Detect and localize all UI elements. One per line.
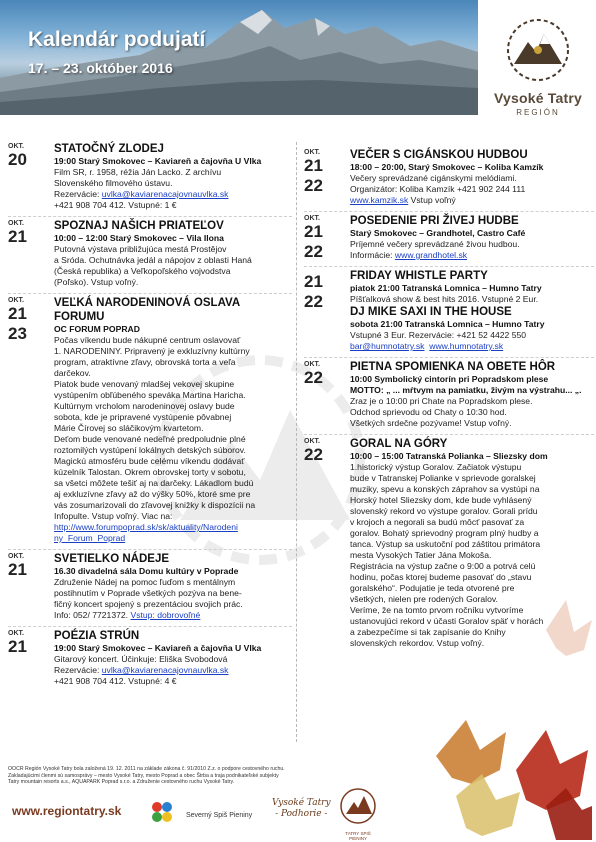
month-label: OKT. — [8, 220, 24, 227]
forum-link[interactable] — [54, 522, 292, 533]
event-date — [8, 630, 48, 657]
grandhotel-link[interactable]: www.grandhotel.sk — [394, 250, 468, 260]
event-line: Slovenského filmového ústavu. — [54, 178, 173, 188]
event-line: bude v Tatranskej Polianke v sprievode goralskej — [350, 473, 536, 483]
event-line: slovenských rekordov. Vstup voľný. — [350, 638, 485, 648]
event-web — [350, 195, 594, 206]
event-motto: MOTTO: „ ... mŕtvym na pamiatku, živým na výstrahu... „. — [350, 385, 582, 395]
header — [0, 0, 596, 132]
event-line: +421 908 704 412. Vstupné: 4 € — [54, 676, 177, 686]
day-number: 21 — [8, 637, 27, 656]
day-number: 22 — [304, 176, 323, 195]
event-line: roztomilých vystúpení lokálnych detských súborov. — [54, 445, 246, 455]
event-line: Infopulte. Vstup voľný. Viac na: — [54, 511, 173, 521]
event-contact — [54, 665, 292, 676]
humno-web-link[interactable]: www.humnotatry.sk — [429, 341, 504, 351]
event-date — [8, 297, 48, 344]
event-humno-party — [304, 266, 594, 352]
event-line: hodinu, počas ktorej budeme pasovať do „stavu — [350, 572, 532, 582]
month-label: OKT. — [8, 553, 24, 560]
event-line: všetkých, nielen pre rodených Goralov. — [350, 594, 498, 604]
event-line: fičný koncert spojený s prezentáciou svojich prác. — [54, 599, 243, 609]
forum-link-part[interactable]: ny_Forum_Poprad — [54, 533, 126, 543]
event-line: sa všetci môžete tešiť aj na darčeky. Lákadlom budú — [54, 478, 254, 488]
event-line: Počas víkendu bude nákupné centrum oslavovať — [54, 335, 241, 345]
humno-email-link[interactable]: bar@humnotatry.sk — [350, 341, 425, 351]
event-poezia-strun — [8, 626, 292, 687]
event-line: kúzelník Talostan. Okrem obrovskej torty v sobotu, — [54, 467, 246, 477]
event-title: SPOZNAJ NAŠICH PRIATEĽOV — [54, 220, 224, 232]
event-line: Odchod sprievodu od Chaty o 10:30 hod. — [350, 407, 507, 417]
event-contact — [54, 189, 292, 200]
day-number: 22 — [304, 445, 323, 464]
event-title: POÉZIA STRÚN — [54, 630, 140, 642]
event-line: Píšťalková show & best hits 2016. Vstupné 2 Eur. — [350, 294, 539, 304]
event-line: Gitarový koncert. Účinkuje: Eliška Svobodová — [54, 654, 228, 664]
partner-name: Vysoké Tatry — [272, 798, 331, 808]
day-number: 21 — [304, 272, 323, 291]
partner-severny-spis — [186, 812, 252, 819]
event-line: Putovná výstava približujúca mestá Prostějov — [54, 244, 227, 254]
event-line: (Česká republika) a Veľkopoľského vojvodstva — [54, 266, 231, 276]
forum-link[interactable] — [54, 533, 292, 544]
month-label: OKT. — [304, 361, 320, 368]
column-divider — [296, 142, 297, 742]
event-pietna-spomienka — [304, 357, 594, 429]
event-title-2: DJ MIKE SAXI IN THE HOUSE — [350, 306, 512, 318]
logo-name: Vysoké Tatry — [494, 90, 582, 106]
date-range: 17. – 23. október 2016 — [28, 60, 173, 76]
day-number: 20 — [8, 150, 27, 169]
event-time-place: 19:00 Starý Smokovec – Kaviareň a čajovňa U Vlka — [54, 156, 262, 166]
event-date — [304, 270, 344, 312]
event-line: +421 908 704 412. Vstupné: 1 € — [54, 200, 177, 210]
event-line: aj exkluzívne zľavy až do výšky 50%, ktoré sme pre — [54, 489, 251, 499]
event-line: Združenie Nádej na pomoc ľuďom s mentálnym — [54, 577, 236, 587]
contact-label: Rezervácie: — [54, 189, 102, 199]
event-line: mesta Vysokých Tatier Jána Mokoša. — [350, 550, 492, 560]
mountain-banner-image — [0, 0, 478, 115]
event-date — [304, 215, 344, 262]
event-oslava-forumu — [8, 293, 292, 544]
event-time-place: piatok 21:00 Tatranská Lomnica – Humno Tatry — [350, 283, 542, 293]
event-line: goralského“. Podujatie je teda otvorené pre — [350, 583, 515, 593]
event-time-place: 19:00 Starý Smokovec – Kaviareň a čajovňa U Vlka — [54, 643, 262, 653]
event-line: Deťom bude venované nedeľné predpoludnie plné — [54, 434, 246, 444]
event-line: tanca. Výstup sa uskutoční pod záštitou primátora — [350, 539, 541, 549]
event-line: Príjemné večery sprevádzané živou hudbou. — [350, 239, 520, 249]
day-number: 21 — [8, 304, 27, 323]
footer-note-line: OOCR Región Vysoké Tatry bola založená 19. 12. 2011 na základe zákona č. 91/2010 Z.z. o podpore cestovného ruchu. — [8, 766, 285, 772]
event-title: FRIDAY WHISTLE PARTY — [350, 270, 488, 282]
partner-name-sub: - Podhorie - — [275, 809, 328, 819]
page-title: Kalendár podujatí — [28, 28, 206, 51]
partner-emblem-icon — [338, 786, 378, 826]
logo-emblem-icon — [504, 12, 572, 88]
event-time-place: OC FORUM POPRAD — [54, 324, 140, 334]
event-line: goralov. Bohatý sprievodný program plný hudby a — [350, 528, 539, 538]
partner-name: Severný Spiš — [186, 812, 228, 819]
email-link[interactable]: uvlka@kaviarenacajovnauvlka.sk — [101, 189, 229, 199]
event-date — [8, 220, 48, 247]
event-line: 1. NARODENINY. Pripravený je exkluzívny kultúrny — [54, 346, 250, 356]
month-label: OKT. — [304, 215, 320, 222]
event-time-place: 10:00 – 15:00 Tatranská Polianka – Sliezsky dom — [350, 451, 548, 461]
day-number: 22 — [304, 242, 323, 261]
entry-note: Vstup voľný — [408, 195, 456, 205]
event-spoznaj-priatelov — [8, 216, 292, 288]
event-links — [350, 341, 594, 352]
event-date — [304, 438, 344, 465]
event-date — [8, 143, 48, 170]
event-web — [350, 250, 594, 261]
event-line: Večery sprevádzané cigánskymi melódiami. — [350, 173, 517, 183]
footer-note — [8, 766, 392, 786]
month-label: OKT. — [8, 297, 24, 304]
event-date — [8, 553, 48, 580]
event-title: POSEDENIE PRI ŽIVEJ HUDBE — [350, 215, 519, 227]
autumn-leaves-decoration — [396, 560, 592, 840]
event-title: VEČER S CIGÁNSKOU HUDBOU — [350, 149, 528, 161]
event-svetielko-nadeje — [8, 549, 292, 621]
event-time-place: 16.30 divadelná sála Domu kultúry v Poprade — [54, 566, 239, 576]
event-line: darčekov. — [54, 368, 91, 378]
contact-label: Rezervácie: — [54, 665, 102, 675]
event-line: Zraz je o 10:00 pri Chate na Popradskom plese. — [350, 396, 533, 406]
event-line: vystúpením obľúbeného speváka Martina Haricha. — [54, 390, 246, 400]
event-date — [304, 149, 344, 196]
event-line: Všetkých srdečne pozývame! Vstup voľný. — [350, 418, 512, 428]
event-line: slovenský rekord vo výstupe goralov. Gorali prídu — [350, 506, 538, 516]
event-line: postihnutím v Poprade všetkých pozýva na bene- — [54, 588, 242, 598]
event-title: VEĽKÁ NARODENINOVÁ OSLAVA FORUMU — [54, 297, 240, 323]
partner-vysoke-tatry-podhorie — [272, 798, 331, 820]
kamzik-link[interactable]: www.kamzik.sk — [350, 195, 409, 205]
event-line: Magickú atmosféru bude celému víkendu dodávať — [54, 456, 245, 466]
event-line: Márie Čírovej so sláčikovým kvartetom. — [54, 423, 204, 433]
forum-link-part[interactable]: http://www.forumpoprad.sk/sk/aktuality/Narodeni — [54, 522, 238, 532]
month-label: OKT. — [304, 149, 320, 156]
event-line: 1.historický výstup Goralov. Začiatok výstupu — [350, 462, 522, 472]
event-line: program, atraktívne zľavy, obrovská torta a veľa — [54, 357, 236, 367]
event-title: GORAL NA GÓRY — [350, 438, 448, 450]
event-title: PIETNA SPOMIENKA NA OBETE HÔR — [350, 361, 556, 373]
event-time-place: 10:00 – 12:00 Starý Smokovec – Vila Ilona — [54, 233, 224, 243]
month-label: OKT. — [8, 143, 24, 150]
day-number: 21 — [304, 222, 323, 241]
event-line: muziky, spevu a konských záprahov sa vystúpi na — [350, 484, 540, 494]
event-line: Piatok bude venovaný mladšej vekovej skupine — [54, 379, 235, 389]
logo-sub: REGIÓN — [516, 108, 560, 117]
event-line: Film SR, r. 1958, réžia Ján Lacko. Z archívu — [54, 167, 222, 177]
event-title: STATOČNÝ ZLODEJ — [54, 143, 164, 155]
day-number: 22 — [304, 368, 323, 387]
footer-note-line: Tatry mountain resorts a.s., AQUAPARK Poprad s.r.o. a Združenie cestovného ruchu Vysoké Tatry. — [8, 779, 235, 786]
event-line: a zabezpečíme si tak zapísanie do Knihy — [350, 627, 506, 637]
partner-name-sub: Pieniny — [229, 812, 253, 819]
event-line: v krojoch a negorali sa budú môcť pasovať za — [350, 517, 525, 527]
event-line: vás zosumarizovali do zľavovej knižky k dispozícii na — [54, 500, 256, 510]
partner-tatry-spis-pieniny — [338, 786, 378, 841]
event-time-place: Starý Smokovec – Grandhotel, Castro Café — [350, 228, 526, 238]
info-label: Informácie: — [350, 250, 395, 260]
event-posedenie — [304, 211, 594, 261]
day-number: 21 — [8, 560, 27, 579]
event-line: ustanovujúci rekord v účasti Goralov späť v horách — [350, 616, 544, 626]
vysoke-tatry-logo — [484, 4, 592, 128]
event-info — [54, 610, 292, 621]
event-line: a Sróda. Ochutnávka jedál a nápojov z oblasti Haná — [54, 255, 252, 265]
event-title: SVETIELKO NÁDEJE — [54, 553, 170, 565]
day-number: 21 — [304, 156, 323, 175]
day-number: 21 — [8, 227, 27, 246]
event-line: Kultúrnym vrcholom narodeninovej oslavy bude — [54, 401, 235, 411]
left-column — [8, 140, 292, 692]
day-number: 23 — [8, 324, 27, 343]
event-time-place: 18:00 – 20:00, Starý Smokovec – Koliba Kamzík — [350, 162, 544, 172]
event-date — [304, 361, 344, 388]
event-line: Veríme, že na tomto prvom ročníku vytvoríme — [350, 605, 524, 615]
footer-note-line: Zakladajúcimi členmi sú samosprávy – mesto Vysoké Tatry, mesto Poprad a obec Štrba a traja podnikateľské subjekty — [8, 772, 279, 779]
partner-logo-icon — [150, 800, 174, 824]
event-time-place-2: sobota 21:00 Tatranská Lomnica – Humno Tatry — [350, 319, 545, 329]
month-label: OKT. — [8, 630, 24, 637]
event-time-place: 10:00 Symbolický cintorín pri Popradskom plese — [350, 374, 549, 384]
partner-name: TATRY SPIŠ PIENINY — [345, 831, 371, 841]
event-line: Vstupné 3 Eur. Rezervácie: +421 52 4422 550 — [350, 330, 527, 340]
event-line: Registrácia na výstup začne o 9:00 a potrvá celú — [350, 561, 536, 571]
email-link[interactable]: uvlka@kaviarenacajovnauvlka.sk — [101, 665, 229, 675]
day-number: 22 — [304, 292, 323, 311]
footer-website-link[interactable]: www.regiontatry.sk — [12, 804, 122, 818]
entry-link[interactable]: Vstup: dobrovoľné — [130, 610, 201, 620]
event-line: (Poľsko). Vstup voľný. — [54, 277, 139, 287]
month-label: OKT. — [304, 438, 320, 445]
event-line: Organizátor: Koliba Kamzík +421 902 244 111 — [350, 184, 526, 194]
event-statocny-zlodej — [8, 140, 292, 211]
event-ciganska-hudba — [304, 146, 594, 206]
event-line: sobota, kde je pripravené vystúpenie pôvabnej — [54, 412, 232, 422]
info-label: Info: 052/ 7721372. — [54, 610, 131, 620]
event-line: Horský hotel Sliezsky dom, kde bude vyhlásený — [350, 495, 532, 505]
